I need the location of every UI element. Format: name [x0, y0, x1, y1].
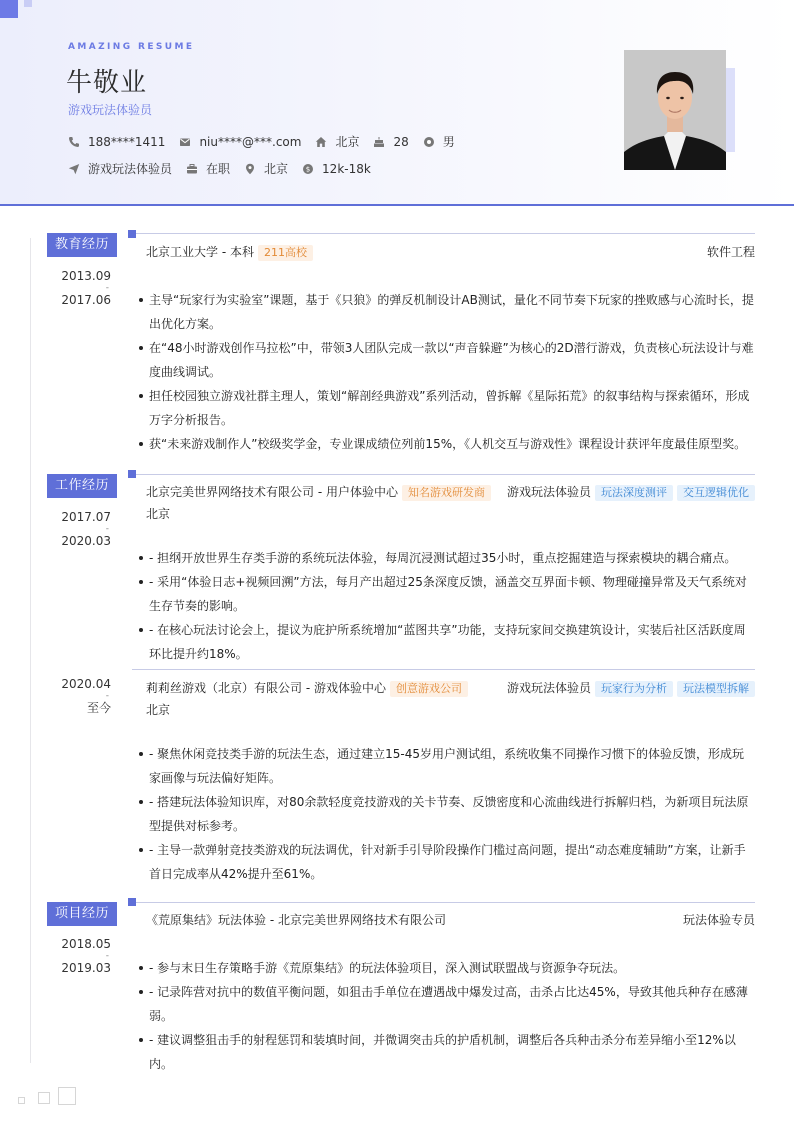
gender-info — [423, 133, 455, 150]
footer-decoration-square — [38, 1092, 50, 1104]
job2-header — [146, 679, 755, 718]
age-info — [373, 135, 408, 149]
intent-row — [68, 160, 385, 177]
job1-position-group — [507, 483, 755, 501]
candidate-title: 游戏玩法体验员 — [68, 103, 153, 117]
project-section-rule — [132, 902, 755, 903]
work-section-marker — [128, 470, 136, 478]
location-icon — [244, 163, 256, 175]
list-item: - 在核心玩法讨论会上，提议为庇护所系统增加“蓝图共享”功能，支持玩家间交换建筑设计，实装后社区活跃度周环比提升约18%。 — [138, 618, 755, 666]
footer-decoration-square — [58, 1087, 76, 1105]
job1-end: 2020.03 — [61, 534, 111, 548]
target-job-info — [68, 160, 172, 177]
phone-text: 188****1411 — [88, 134, 166, 149]
job2-dates: 2020.04 - 至今 — [61, 677, 111, 715]
education-section-title: 教育经历 — [47, 233, 117, 257]
education-bullets — [138, 288, 755, 456]
job2-company-tag: 创意游戏公司 — [390, 681, 468, 697]
age-text: 28 — [393, 134, 409, 149]
email-info — [179, 135, 301, 149]
project-section-title: 项目经历 — [47, 902, 117, 926]
list-item: - 记录阵营对抗中的数值平衡问题，如狙击手单位在遭遇战中爆发过高，击杀占比达45%，导致其他兵种存在感薄弱。 — [138, 980, 755, 1028]
work-section-title: 工作经历 — [47, 474, 117, 498]
avatar — [624, 50, 726, 170]
job2-skill-tag: 玩法模型拆解 — [677, 681, 755, 697]
job1-bullets — [138, 546, 755, 666]
mail-icon — [179, 136, 191, 148]
city-text: 北京 — [335, 135, 360, 149]
education-section-rule — [132, 233, 755, 234]
job2-position-group — [507, 679, 755, 697]
job1-skill-tag: 交互逻辑优化 — [677, 485, 755, 501]
project-dates: 2018.05 - 2019.03 — [61, 937, 111, 975]
education-section-marker — [128, 230, 136, 238]
job1-position: 游戏玩法体验员 — [506, 485, 591, 499]
job-divider — [132, 669, 755, 670]
phone-info — [68, 135, 165, 149]
footer-decoration-square — [18, 1097, 25, 1104]
job2-start: 2020.04 — [61, 677, 111, 691]
brand-label: AMAZING RESUME — [68, 42, 195, 52]
job1-city: 北京 — [146, 507, 171, 521]
list-item: 担任校园独立游戏社群主理人，策划“解剖经典游戏”系列活动，曾拆解《星际拓荒》的叙事结构与探索循环，形成万字分析报告。 — [138, 384, 755, 432]
list-item: - 主导一款弹射竞技类游戏的玩法调优，针对新手引导阶段操作门槛过高问题，提出“动态难度辅助”方案，让新手首日完成率从42%提升至61%。 — [138, 838, 755, 886]
city-info — [315, 133, 359, 150]
gender-text: 男 — [442, 135, 455, 149]
job2-position: 游戏玩法体验员 — [506, 681, 591, 695]
home-icon — [315, 136, 327, 148]
target-job-text: 游戏玩法体验员 — [88, 162, 173, 176]
job2-city: 北京 — [146, 703, 171, 717]
email-text: niu****@***.com — [199, 134, 302, 149]
project-end: 2019.03 — [61, 961, 111, 975]
phone-icon — [68, 136, 80, 148]
list-item: - 聚焦休闲竞技类手游的玩法生态，通过建立15-45岁用户测试组，系统收集不同操作习惯下的体验反馈，形成玩家画像与玩法偏好矩阵。 — [138, 742, 755, 790]
education-end: 2017.06 — [61, 293, 111, 307]
job2-skill-tag: 玩家行为分析 — [595, 681, 673, 697]
list-item: - 搭建玩法体验知识库，对80余款轻度竞技游戏的关卡节奏、反馈密度和心流曲线进行拆解归档，为新项目玩法原型提供对标参考。 — [138, 790, 755, 838]
status-text: 在职 — [206, 162, 231, 176]
avatar-portrait — [624, 50, 726, 170]
contact-row — [68, 133, 469, 150]
send-icon — [68, 163, 80, 175]
money-icon — [302, 163, 314, 175]
resume-header — [0, 0, 794, 206]
work-section-rule — [132, 474, 755, 475]
job1-dates: 2017.07 - 2020.03 — [61, 510, 111, 548]
project-bullets — [138, 956, 755, 1076]
education-entry-header — [146, 243, 755, 261]
job1-company-tag: 知名游戏研发商 — [402, 485, 491, 501]
education-school: 北京工业大学 - 本科 — [146, 245, 254, 259]
corner-decoration — [0, 0, 18, 18]
cake-icon — [373, 136, 385, 148]
project-role: 玩法体验专员 — [682, 913, 755, 927]
job1-company: 北京完美世界网络技术有限公司 - 用户体验中心 — [146, 485, 398, 499]
timeline-line — [30, 238, 31, 1063]
target-city-text: 北京 — [264, 162, 289, 176]
education-start: 2013.09 — [61, 269, 111, 283]
corner-decoration-small — [24, 0, 32, 7]
list-item: 在“48小时游戏创作马拉松”中，带领3人团队完成一款以“声音躲避”为核心的2D潜行游戏，负责核心玩法设计与难度曲线调试。 — [138, 336, 755, 384]
list-item: 获“未来游戏制作人”校级奖学金，专业课成绩位列前15%，《人机交互与游戏性》课程设计获评年度最佳原型奖。 — [138, 432, 755, 456]
list-item: - 参与末日生存策略手游《荒原集结》的玩法体验项目，深入测试联盟战与资源争夺玩法。 — [138, 956, 755, 980]
list-item: - 采用“体验日志+视频回溯”方法，每月产出超过25条深度反馈，涵盖交互界面卡顿、物理碰撞异常及天气系统对生存节奏的影响。 — [138, 570, 755, 618]
job2-bullets — [138, 742, 755, 886]
gender-icon — [423, 136, 435, 148]
target-city-info — [244, 160, 288, 177]
project-section-marker — [128, 898, 136, 906]
salary-text: 12k-18k — [322, 161, 371, 176]
job2-company: 莉莉丝游戏（北京）有限公司 - 游戏体验中心 — [146, 681, 386, 695]
status-info — [186, 160, 230, 177]
list-item: - 担纲开放世界生存类手游的系统玩法体验，每周沉浸测试超过35小时，重点挖掘建造与探索模块的耦合痛点。 — [138, 546, 755, 570]
list-item: 主导“玩家行为实验室”课题，基于《只狼》的弹反机制设计AB测试，量化不同节奏下玩家的挫败感与心流时长，提出优化方案。 — [138, 288, 755, 336]
job1-skill-tag: 玩法深度测评 — [595, 485, 673, 501]
education-dates: 2013.09 - 2017.06 — [61, 269, 111, 307]
candidate-name: 牛敬业 — [66, 68, 148, 98]
salary-info — [302, 162, 371, 176]
job1-header — [146, 483, 755, 522]
project-name: 《荒原集结》玩法体验 - 北京完美世界网络技术有限公司 — [146, 913, 446, 927]
list-item: - 建议调整狙击手的射程惩罚和装填时间，并微调突击兵的护盾机制，调整后各兵种击杀分布差异缩小至12%以内。 — [138, 1028, 755, 1076]
education-major: 软件工程 — [706, 245, 755, 259]
briefcase-icon — [186, 163, 198, 175]
svg-text:$: $ — [305, 165, 311, 174]
job1-start: 2017.07 — [61, 510, 111, 524]
project-start: 2018.05 — [61, 937, 111, 951]
project-header — [146, 911, 755, 928]
education-school-tag: 211高校 — [258, 245, 313, 261]
job2-end: 至今 — [86, 701, 111, 715]
